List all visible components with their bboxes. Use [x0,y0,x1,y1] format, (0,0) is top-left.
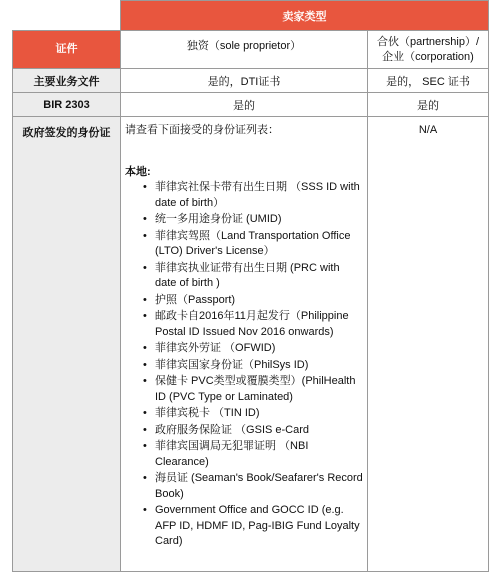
list-item-text: 政府服务保险证 （GSIS e-Card [155,423,310,436]
bullet-icon: • [143,181,147,193]
id-column-header: 证件 [13,31,121,69]
table-row-government-id [13,117,489,572]
accepted-id-intro: 请查看下面接受的身份证列表： [125,124,279,136]
list-item [143,358,363,374]
table-row [13,93,489,117]
list-item-text: 菲律宾国家身份证（PhilSys ID) [155,358,309,371]
partner-government-id-value: N/A [368,117,489,572]
list-item-text: 统一多用途身份证 (UMID) [155,213,282,225]
bullet-icon: • [143,342,147,354]
table-row [13,69,489,93]
list-item-text: 菲律宾国调局无犯罪证明 （NBI Clearance) [155,440,309,468]
partnership-header-text: 合伙（partnership）/ 企业（corporation) [376,36,480,63]
list-item-text: 菲律宾税卡 （TIN ID) [155,407,260,419]
list-item [143,406,363,422]
header-row-columns [13,31,489,69]
list-item [143,293,363,309]
bullet-icon: • [143,293,147,306]
sole-proprietor-header-cell [121,31,368,69]
header-row-merchant-type [13,1,489,31]
list-item [143,471,363,502]
partner-bir-value: 是的 [368,93,489,117]
bullet-icon: • [143,261,147,274]
blank-corner-cell [13,1,121,31]
list-item [143,341,363,357]
row-label-business-document: 主要业务文件 [13,69,121,93]
row-label-bir-2303: BIR 2303 [13,93,121,117]
list-item [143,423,363,439]
seller-document-table [12,0,489,572]
merchant-type-header: 卖家类型 [121,1,489,31]
accepted-id-list [125,180,363,550]
list-item-text: 菲律宾外劳证 （OFWID) [155,342,276,354]
row-label-government-id: 政府签发的身份证 [13,117,121,572]
list-item-text: 菲律宾驾照（Land Transportation Office (LTO) Driver's License） [155,229,351,257]
list-item-text: Government Office and GOCC ID (e.g. AFP ID, HDMF ID, Pag-IBIG Fund Loyalty Card) [155,504,360,547]
bullet-icon: • [143,472,147,484]
list-item [143,503,363,550]
list-item [143,439,363,470]
list-item [143,374,363,405]
bullet-icon: • [143,423,147,436]
list-item [143,229,363,260]
list-item [143,180,363,211]
list-item-text: 菲律宾执业证带有出生日期 (PRC with date of birth ) [155,261,340,289]
list-item [143,261,363,292]
sole-proprietor-header: 独资（sole proprietor） [186,40,302,52]
partnership-header [368,31,488,65]
accepted-id-cell [121,117,368,572]
bullet-icon: • [143,229,147,242]
bullet-icon: • [143,213,147,225]
partnership-header-cell [368,31,489,69]
bullet-icon: • [143,310,147,322]
list-item-text: 保健卡 PVC类型或覆膜类型）(PhilHealth ID (PVC Type or Laminated) [155,375,356,403]
bullet-icon: • [143,504,147,516]
list-item-text: 菲律宾社保卡带有出生日期 （SSS ID with date of birth） [155,181,360,209]
sole-bir-value: 是的 [121,93,368,117]
list-item-text: 邮政卡自2016年11月起发行（Philippine Postal ID Issued Nov 2016 onwards) [155,310,349,338]
list-item-text: 护照（Passport) [155,293,236,306]
partner-business-document-value: 是的， SEC 证书 [368,69,489,93]
list-item [143,212,363,228]
list-item [143,309,363,340]
sole-business-document-value: 是的，DTI证书 [121,69,368,93]
bullet-icon: • [143,440,147,452]
local-id-label: 本地: [125,165,151,178]
bullet-icon: • [143,407,147,419]
bullet-icon: • [143,358,147,371]
bullet-icon: • [143,375,147,387]
list-item-text: 海员证 (Seaman's Book/Seafarer's Record Book) [155,472,363,500]
